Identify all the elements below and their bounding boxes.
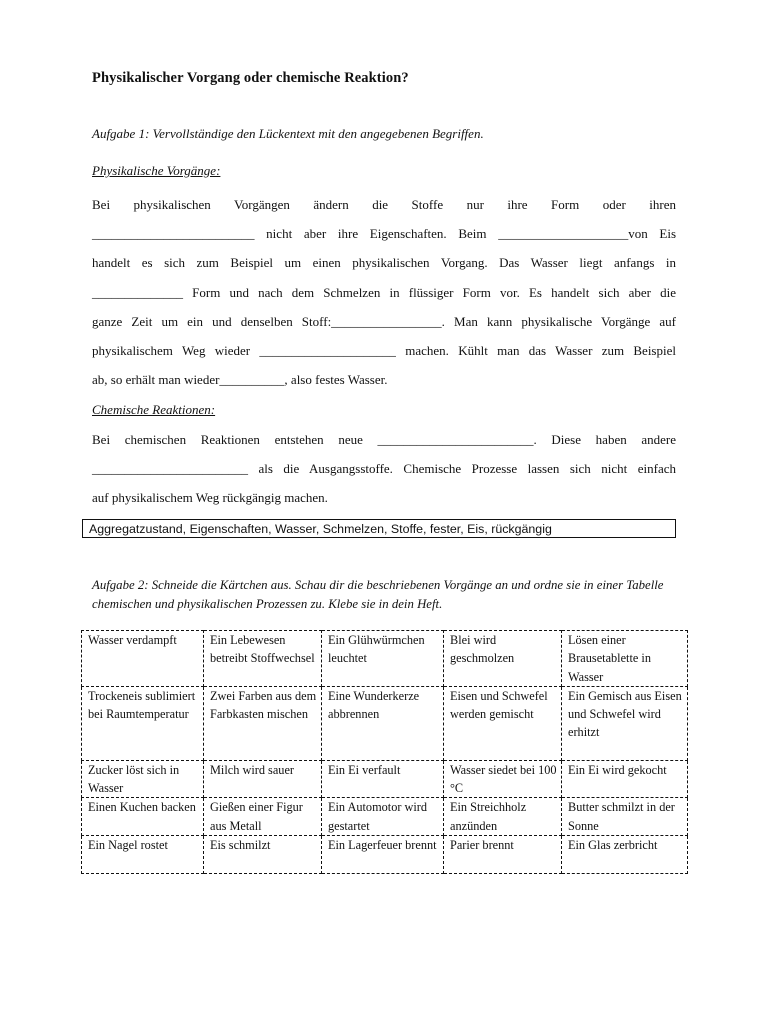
cloze-line: ______________ Form und nach dem Schmelzen in flüssiger Form vor. Es handelt sich aber die <box>92 284 676 300</box>
process-card: Lösen einer Brausetablette in Wasser <box>562 631 688 687</box>
process-card: Eine Wunderkerze abbrennen <box>322 686 444 760</box>
cloze-line: ab, so erhält man wieder__________, also festes Wasser. <box>92 372 388 388</box>
process-card: Wasser verdampft <box>82 631 204 687</box>
process-card: Trockeneis sublimiert bei Raumtemperatur <box>82 686 204 760</box>
process-card: Ein Lagerfeuer brennt <box>322 836 444 874</box>
cut-out-cards-table <box>81 630 688 874</box>
process-card: Ein Ei wird gekocht <box>562 760 688 798</box>
card-row <box>82 686 688 760</box>
page-title: Physikalischer Vorgang oder chemische Reaktion? <box>92 70 409 86</box>
process-card: Ein Glühwürmchen leuchtet <box>322 631 444 687</box>
process-card: Ein Lebewesen betreibt Stoffwechsel <box>204 631 322 687</box>
cloze-line: _________________________ nicht aber ihre Eigenschaften. Beim ____________________von Eis <box>92 226 676 242</box>
process-card: Zwei Farben aus dem Farbkasten mischen <box>204 686 322 760</box>
cloze-line: Bei chemischen Reaktionen entstehen neue ________________________. Diese haben andere <box>92 432 676 447</box>
physical-paragraph <box>92 190 676 394</box>
process-card: Einen Kuchen backen <box>82 798 204 836</box>
card-row <box>82 798 688 836</box>
cloze-line: ________________________ als die Ausgangsstoffe. Chemische Prozesse lassen sich nicht einfach <box>92 461 676 477</box>
cloze-line: physikalischem Weg wieder _____________________ machen. Kühlt man das Wasser zum Beispiel <box>92 343 676 359</box>
physical-heading: Physikalische Vorgänge: <box>92 163 221 178</box>
process-card: Ein Gemisch aus Eisen und Schwefel wird erhitzt <box>562 686 688 760</box>
cloze-line: auf physikalischem Weg rückgängig machen. <box>92 490 328 506</box>
card-row <box>82 760 688 798</box>
process-card: Ein Streichholz anzünden <box>444 798 562 836</box>
task-2-instruction: Aufgabe 2: Schneide die Kärtchen aus. Schau dir die beschriebenen Vorgänge an und ordne sie in einer Tabelle chemischen und physikalischen Prozessen zu. Klebe sie in dein Heft. <box>92 578 664 611</box>
process-card: Eis schmilzt <box>204 836 322 874</box>
cloze-line: handelt es sich zum Beispiel um einen physikalischen Vorgang. Das Wasser liegt anfangs in <box>92 255 676 271</box>
process-card: Gießen einer Figur aus Metall <box>204 798 322 836</box>
process-card: Zucker löst sich in Wasser <box>82 760 204 798</box>
process-card: Eisen und Schwefel werden gemischt <box>444 686 562 760</box>
cloze-line: ganze Zeit um ein und denselben Stoff:_________________. Man kann physikalische Vorgänge auf <box>92 313 676 329</box>
chemical-paragraph <box>92 425 676 513</box>
word-bank-box: Aggregatzustand, Eigenschaften, Wasser, Schmelzen, Stoffe, fester, Eis, rückgängig <box>82 519 676 538</box>
process-card: Ein Glas zerbricht <box>562 836 688 874</box>
process-card: Wasser siedet bei 100 °C <box>444 760 562 798</box>
process-card: Parier brennt <box>444 836 562 874</box>
task-1-instruction: Aufgabe 1: Vervollständige den Lückentext mit den angegebenen Begriffen. <box>92 126 484 141</box>
process-card: Blei wird geschmolzen <box>444 631 562 687</box>
process-card: Butter schmilzt in der Sonne <box>562 798 688 836</box>
card-row <box>82 836 688 874</box>
card-row <box>82 631 688 687</box>
chemical-heading: Chemische Reaktionen: <box>92 402 216 417</box>
process-card: Ein Automotor wird gestartet <box>322 798 444 836</box>
process-card: Ein Ei verfault <box>322 760 444 798</box>
cloze-line: Bei physikalischen Vorgängen ändern die Stoffe nur ihre Form oder ihren <box>92 197 676 212</box>
process-card: Ein Nagel rostet <box>82 836 204 874</box>
process-card: Milch wird sauer <box>204 760 322 798</box>
